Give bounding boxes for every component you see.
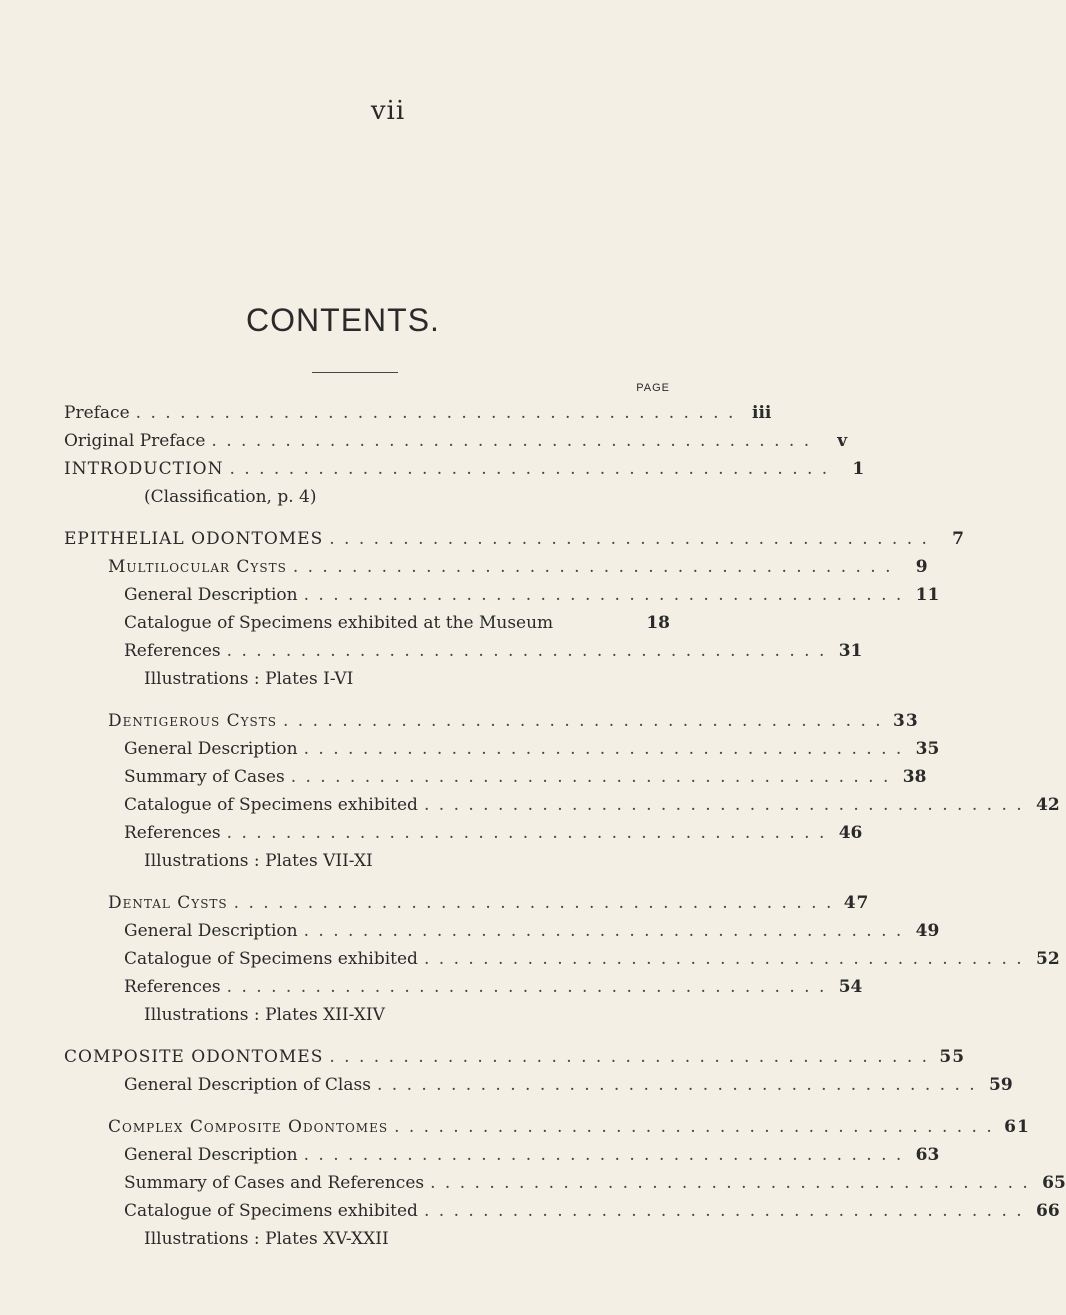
toc-entry (64, 735, 940, 763)
toc-entry (64, 763, 927, 791)
toc-entry (64, 1043, 966, 1071)
toc-entry-page: 35 (915, 739, 940, 759)
dot-leader: . . . . . . . . . . . . . . . . . . . . . . . . . . . . . . . . . . . . . . . . . (135, 403, 736, 423)
toc-entry (64, 889, 870, 917)
toc-entry (64, 973, 863, 1001)
toc-entry-label: EPITHELIAL ODONTOMES (64, 529, 324, 549)
dot-leader: . . . . . . . . . . . . . . . . . . . . . . . . . . . . . . . . . . . . . . . . . (423, 1201, 1024, 1221)
dot-leader: . . . . . . . . . . . . . . . . . . . . . . . . . . . . . . . . . . . . . . . . . (282, 711, 883, 731)
toc-entry-label: Catalogue of Specimens exhibited (124, 1201, 418, 1221)
toc-entry-page: 61 (1004, 1117, 1030, 1137)
toc-entry-label: Preface (64, 403, 130, 423)
toc-entry (64, 819, 863, 847)
toc-entry-page: 7 (952, 529, 965, 549)
toc-entry-page: 49 (915, 921, 940, 941)
dot-leader: . . . . . . . . . . . . . . . . . . . . . . . . . . . . . . . . . . . . . . . . . (229, 459, 830, 479)
dot-leader: . . . . . . . . . . . . . . . . . . . . . . . . . . . . . . . . . . . . . . . . . (376, 1075, 977, 1095)
toc-entry-page: 11 (915, 585, 940, 605)
toc-entry-label: Summary of Cases (124, 767, 285, 787)
table-of-contents (64, 399, 1066, 1253)
dot-leader: . . . . . . . . . . . . . . . . . . . . . . . . . . . . . . . . . . . . . . . . . (303, 921, 904, 941)
toc-entry-page: 31 (838, 641, 863, 661)
page-title: CONTENTS. (246, 302, 440, 338)
toc-entry-page: 52 (1036, 949, 1060, 969)
dot-leader: . . . . . . . . . . . . . . . . . . . . . . . . . . . . . . . . . . . . . . . . . (226, 823, 827, 843)
dot-leader: . . . . . . . . . . . . . . . . . . . . . . . . . . . . . . . . . . . . . . . . . (226, 977, 827, 997)
toc-entry-page: 65 (1042, 1173, 1066, 1193)
dot-leader: . . . . . . . . . . . . . . . . . . . . . . . . . . . . . . . . . . . . . . . . . (430, 1173, 1030, 1193)
toc-entry-page: 9 (915, 557, 929, 577)
toc-entry-label: Summary of Cases and References (124, 1173, 425, 1193)
toc-entry-label: Illustrations : Plates I-VI (144, 669, 354, 689)
toc-entry-page: 63 (915, 1145, 940, 1165)
toc-entry-label: General Description (124, 1145, 298, 1165)
page-number: vii (370, 96, 406, 126)
toc-entry (64, 791, 1060, 819)
toc-entry-label: References (124, 641, 221, 661)
dot-leader: . . . . . . . . . . . . . . . . . . . . . . . . . . . . . . . . . . . . . . . . . (329, 529, 929, 549)
toc-entry-label: Multilocular Cysts (108, 557, 287, 577)
dot-leader: . . . . . . . . . . . . . . . . . . . . . . . . . . . . . . . . . . . . . . . . . (226, 641, 827, 661)
toc-entry-label: General Description of Class (124, 1075, 371, 1095)
dot-leader: . . . . . . . . . . . . . . . . . . . . . . . . . . . . . . . . . . . . . . . . . (423, 795, 1024, 815)
toc-entry (64, 399, 772, 427)
toc-entry (64, 847, 670, 875)
toc-entry (64, 1169, 1066, 1197)
toc-entry-label: INTRODUCTION (64, 459, 224, 479)
toc-entry-page: iii (751, 403, 772, 423)
toc-entry (64, 483, 670, 511)
toc-entry-page: 42 (1036, 795, 1060, 815)
toc-entry-page: 66 (1036, 1201, 1060, 1221)
toc-entry-label: References (124, 823, 221, 843)
dot-leader: . . . . . . . . . . . . . . . . . . . . . . . . . . . . . . . . . . . . . . . . . (233, 893, 834, 913)
dot-leader: . . . . . . . . . . . . . . . . . . . . . . . . . . . . . . . . . . . . . . . . . (290, 767, 891, 787)
toc-entry (64, 1225, 670, 1253)
toc-entry (64, 525, 965, 553)
toc-entry-page: 47 (843, 893, 870, 913)
toc-entry-label: References (124, 977, 221, 997)
dot-leader: . . . . . . . . . . . . . . . . . . . . . . . . . . . . . . . . . . . . . . . . . (303, 739, 904, 759)
toc-entry-label: Catalogue of Specimens exhibited (124, 949, 418, 969)
toc-entry-page: 55 (939, 1047, 966, 1067)
toc-entry (64, 637, 863, 665)
toc-entry (64, 707, 919, 735)
toc-entry-page: 46 (838, 823, 863, 843)
toc-entry (64, 1001, 670, 1029)
dot-leader: . . . . . . . . . . . . . . . . . . . . . . . . . . . . . . . . . . . . . . . . . (329, 1047, 930, 1067)
dot-leader: . . . . . . . . . . . . . . . . . . . . . . . . . . . . . . . . . . . . . . . . . (303, 1145, 904, 1165)
toc-entry (64, 581, 940, 609)
toc-entry-label: Dental Cysts (108, 893, 228, 913)
dot-leader: . . . . . . . . . . . . . . . . . . . . . . . . . . . . . . . . . . . . . . . . . (423, 949, 1024, 969)
dot-leader: . . . . . . . . . . . . . . . . . . . . . . . . . . . . . . . . . . . . . . . . . (303, 585, 904, 605)
toc-entry (64, 1141, 940, 1169)
toc-entry-label: Catalogue of Specimens exhibited (124, 795, 418, 815)
toc-entry-label: Illustrations : Plates XV-XXII (144, 1229, 389, 1249)
dot-leader: . . . . . . . . . . . . . . . . . . . . . . . . . . . . . . . . . . . . . . . . . (211, 431, 812, 451)
toc-entry-label: Illustrations : Plates XII-XIV (144, 1005, 385, 1025)
toc-entry-page: 59 (989, 1075, 1013, 1095)
toc-entry (64, 945, 1060, 973)
dot-leader: . . . . . . . . . . . . . . . . . . . . . . . . . . . . . . . . . . . . . . . . . (292, 557, 893, 577)
toc-entry-page: 18 (646, 613, 670, 633)
toc-entry-label: Original Preface (64, 431, 206, 451)
toc-entry-label: General Description (124, 921, 298, 941)
page-column-header: PAGE (636, 382, 670, 394)
toc-entry-page: 1 (852, 459, 866, 479)
toc-entry (64, 455, 866, 483)
toc-entry-label: COMPOSITE ODONTOMES (64, 1047, 324, 1067)
toc-entry-label: Complex Composite Odontomes (108, 1117, 389, 1137)
toc-entry-page: 38 (902, 767, 927, 787)
toc-entry-label: (Classification, p. 4) (144, 487, 317, 507)
toc-entry-page: 54 (838, 977, 863, 997)
toc-entry-label: General Description (124, 739, 298, 759)
toc-entry-page: v (837, 431, 848, 451)
toc-entry-label: General Description (124, 585, 298, 605)
dot-leader: . . . . . . . . . . . . . . . . . . . . . . . . . . . . . . . . . . . . . . . . . (394, 1117, 994, 1137)
toc-entry-label: Illustrations : Plates VII-XI (144, 851, 373, 871)
toc-entry (64, 609, 670, 637)
toc-entry-label: Catalogue of Specimens exhibited at the Museum (124, 613, 554, 633)
toc-entry (64, 1197, 1060, 1225)
toc-entry-label: Dentigerous Cysts (108, 711, 277, 731)
toc-entry (64, 1113, 1030, 1141)
toc-entry (64, 427, 848, 455)
toc-entry (64, 665, 670, 693)
toc-entry-page: 33 (893, 711, 919, 731)
toc-entry (64, 553, 929, 581)
title-rule (312, 372, 398, 373)
toc-entry (64, 917, 940, 945)
toc-entry (64, 1071, 1013, 1099)
